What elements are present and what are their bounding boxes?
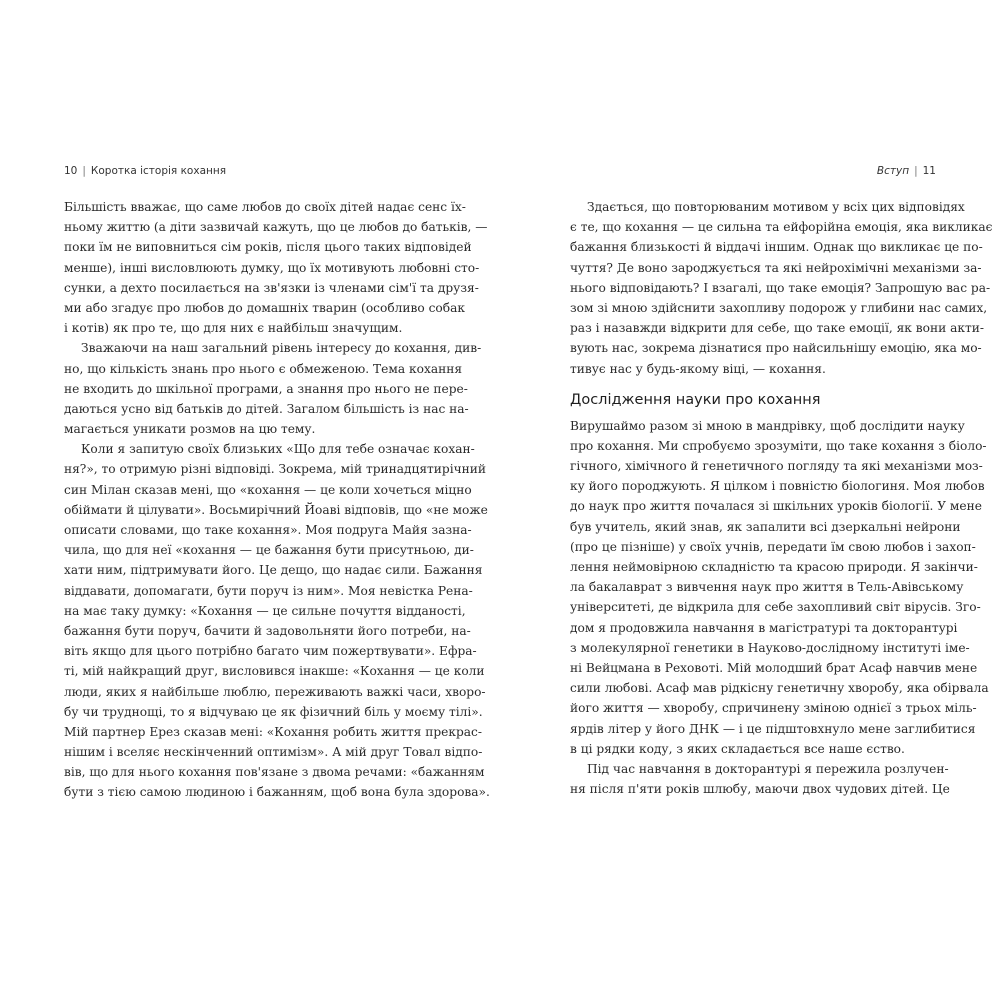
text-line: на має таку думку: «Кохання — це сильне почуття відданості,: [64, 603, 466, 618]
text-line: описати словами, що таке кохання». Моя подруга Майя зазна-: [64, 523, 472, 537]
text-line: чила, що для неї «кохання — це бажання бути присутньою, ди-: [64, 543, 474, 558]
text-line: про кохання. Ми спробуємо зрозуміти, що таке кохання з біоло-: [570, 438, 987, 453]
text-line: гічного, хімічного й генетичного погляду та які механізми моз-: [570, 459, 983, 474]
text-line: зом зі мною здійснити захопливу подорож у глибини нас самих,: [570, 300, 988, 315]
text-line: раз і назавжди відкрити для себе, що таке емоції, як вони акти-: [570, 321, 984, 336]
text-line: нього відповідають? І взагалі, що таке емоція? Запрошую вас ра-: [570, 280, 991, 295]
text-line: нішим і вселяє нескінченний оптимізм». А мій друг Товал відпо-: [64, 745, 483, 760]
text-line: вують нас, зокрема дізнатися про найсильнішу емоцію, яка мо-: [570, 341, 982, 356]
text-line: менше), інші висловлюють думку, що їх мотивують любовні сто-: [64, 260, 480, 275]
text-line: даються усно від батьків до дітей. Загалом більшість із нас на-: [64, 401, 469, 416]
text-line: Під час навчання в докторантурі я пережила розлучен-: [587, 761, 949, 776]
text-line: (про це пізніше) у своїх учнів, передати їм свою любов і захоп-: [570, 539, 976, 554]
text-line: Вирушаймо разом зі мною в мандрівку, щоб дослідити науку: [570, 418, 965, 433]
text-line: віддавати, допомагати, бути поруч із ним». Моя невістка Рена-: [64, 583, 473, 598]
text-line: ня після п'яти років шлюбу, маючи двох чудових дітей. Це: [570, 782, 950, 797]
text-line: бути з тією самою людиною і бажанням, щоб вона була здорова».: [64, 785, 490, 800]
left-body-text: [64, 197, 490, 803]
text-line: Здається, що повторюваним мотивом у всіх цих відповідях: [587, 200, 965, 214]
text-line: обіймати й цілувати». Восьмирічний Йоаві відповів, що «не може: [64, 502, 488, 517]
text-line: вів, що для нього кохання пов'язане з двома речами: «бажанням: [64, 765, 485, 780]
text-line: ня?», то отримую різні відповіді. Зокрема, мій тринадцятирічний: [64, 462, 487, 477]
text-line: дом я продовжила навчання в магістратурі та докторантурі: [570, 620, 958, 635]
header-divider: |: [914, 165, 918, 177]
paragraph: [570, 416, 989, 759]
text-line: ті, мій найкращий друг, висловився інакше: «Кохання — це коли: [64, 664, 485, 679]
text-line: бажання близькості й віддачі іншим. Однак що викликає це по-: [570, 240, 983, 255]
text-line: поки їм не виповниться сім років, після цього таких відповідей: [64, 240, 472, 255]
text-line: не входить до шкільної програми, а знання про нього не пере-: [64, 381, 468, 396]
paragraph: [64, 439, 490, 802]
text-line: в ці рядки коду, з яких складається все наше єство.: [570, 741, 905, 756]
text-line: ку його породжують. Я цілком і повністю біологиня. Моя любов: [570, 479, 985, 494]
text-line: його життя — хворобу, спричинену зміною однієї з трьох міль-: [570, 701, 977, 716]
text-line: ла бакалаврат з вивчення наук про життя в Тель-Авівському: [570, 580, 964, 595]
text-line: магається уникати розмов на цю тему.: [64, 422, 316, 437]
text-line: син Мілан сказав мені, що «кохання — це коли хочеться міцно: [64, 482, 472, 497]
text-line: сунки, а дехто посилається на зв'язки із членами сім'ї та друзя-: [64, 280, 479, 295]
text-line: Зважаючи на наш загальний рівень інтересу до кохання, див-: [81, 341, 482, 356]
text-line: хати ним, підтримувати його. Це дещо, що надає сили. Бажання: [64, 563, 483, 578]
text-line: лення неймовірною складністю та красою природи. Я закінчи-: [570, 560, 978, 574]
text-line: чуття? Де воно зароджується та які нейрохімічні механізми за-: [570, 260, 982, 275]
page-number: 11: [922, 165, 936, 177]
header-divider: |: [82, 165, 86, 177]
paragraph: [570, 759, 950, 799]
text-line: є те, що кохання — це сильна та ейфорійна емоція, яка викликає: [570, 220, 993, 235]
paragraph: [64, 338, 482, 439]
right-running-head: [877, 165, 936, 177]
text-line: університеті, де відкрила для себе захопливий світ вірусів. Зго-: [570, 600, 981, 615]
text-line: і котів) як про те, що для них є найбільш значущим.: [64, 321, 403, 336]
text-line: ми або згадує про любов до домашніх тварин (особливо собак: [64, 300, 465, 315]
text-line: Більшість вважає, що саме любов до своїх дітей надає сенс їх-: [64, 200, 466, 214]
text-line: був учитель, який знав, як запалити всі дзеркальні нейрони: [570, 519, 961, 534]
left-running-head: [64, 165, 226, 177]
paragraph: [570, 197, 993, 379]
running-title: Вступ: [876, 165, 910, 177]
section-heading: Дослідження науки про кохання: [570, 391, 821, 408]
page-number: 10: [64, 165, 78, 177]
text-line: но, що кількість знань про нього є обмеженою. Тема кохання: [64, 361, 463, 376]
text-line: ні Вейцмана в Реховоті. Мій молодший брат Асаф навчив мене: [570, 660, 978, 675]
paragraph: [64, 197, 488, 338]
text-line: сили любові. Асаф мав рідкісну генетичну хворобу, яка обірвала: [570, 681, 989, 696]
text-line: віть якщо для цього потрібно багато чим пожертвувати». Ефра-: [64, 644, 477, 659]
text-line: Мій партнер Ерез сказав мені: «Кохання робить життя прекрас-: [64, 724, 482, 739]
text-line: з молекулярної генетики в Науково-дослідному інституті іме-: [570, 640, 970, 655]
running-title: Коротка історія кохання: [90, 165, 227, 177]
text-line: тивує нас у будь-якому віці, — кохання.: [570, 361, 826, 376]
text-line: Коли я запитую своїх близьких «Що для тебе означає кохан-: [81, 442, 475, 457]
text-line: ньому життю (а діти зазвичай кажуть, що це любов до батьків, —: [64, 220, 488, 235]
text-line: бажання бути поруч, бачити й задовольняти його потреби, на-: [64, 623, 471, 638]
text-line: бу чи труднощі, то я відчуваю це як фізичний біль у моєму тілі».: [64, 704, 483, 719]
right-page: [500, 0, 1000, 1000]
right-body-text: [570, 197, 993, 799]
text-line: ярдів літер у його ДНК — і це підштовхнуло мене заглибитися: [570, 721, 976, 736]
text-line: люди, яких я найбільше люблю, переживають важкі часи, хворо-: [64, 684, 486, 699]
text-line: до наук про життя почалася зі шкільних уроків біології. У мене: [570, 499, 982, 514]
